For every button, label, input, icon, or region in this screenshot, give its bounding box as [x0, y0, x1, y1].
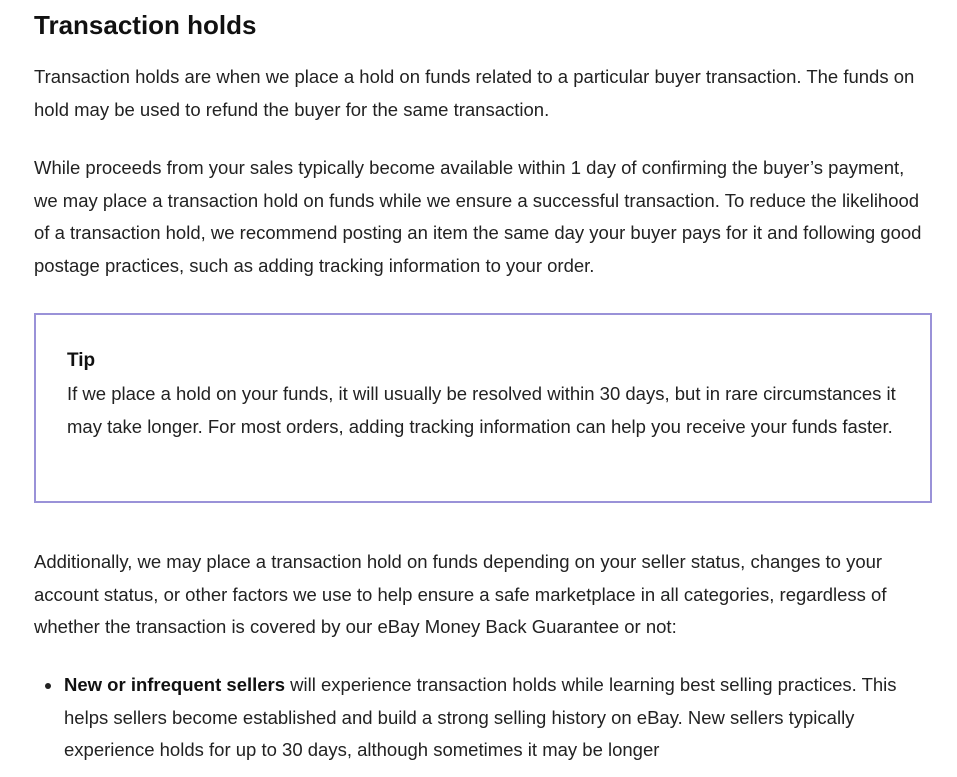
- bullet-icon: [45, 683, 51, 689]
- section-title: Transaction holds: [34, 10, 257, 40]
- list-item-text: will experience transaction holds while learning best selling practices. This helps sellers become established and build a strong selling history on eBay. New sellers typically experience holds for up to 30 days, although sometimes it may be longer: [64, 674, 897, 760]
- tip-body: If we place a hold on your funds, it will usually be resolved within 30 days, but in rare circumstances it may take longer. For most orders, adding tracking information can help you receive your funds faster.: [67, 383, 896, 437]
- tip-heading: Tip: [67, 350, 96, 371]
- tip-box: [34, 313, 932, 503]
- list-item-bold-label: New or infrequent sellers: [64, 674, 286, 695]
- additionally-paragraph: Additionally, we may place a transaction hold on funds depending on your seller status, changes to your account status, or other factors we use to help ensure a safe marketplace in all categories, regardless of whether the transaction is covered by our eBay Money Back Guarantee or not:: [34, 551, 887, 637]
- seller-status-list: [34, 669, 934, 767]
- list-item: [34, 669, 934, 767]
- intro-paragraph: Transaction holds are when we place a hold on funds related to a particular buyer transaction. The funds on hold may be used to refund the buyer for the same transaction.: [34, 66, 915, 120]
- proceeds-paragraph: While proceeds from your sales typically become available within 1 day of confirming the buyer’s payment, we may place a transaction hold on funds while we ensure a successful transaction. To reduce the likelihood of a transaction hold, we recommend posting an item the same day your buyer pays for it and following good postage practices, such as adding tracking information to your order.: [34, 157, 922, 276]
